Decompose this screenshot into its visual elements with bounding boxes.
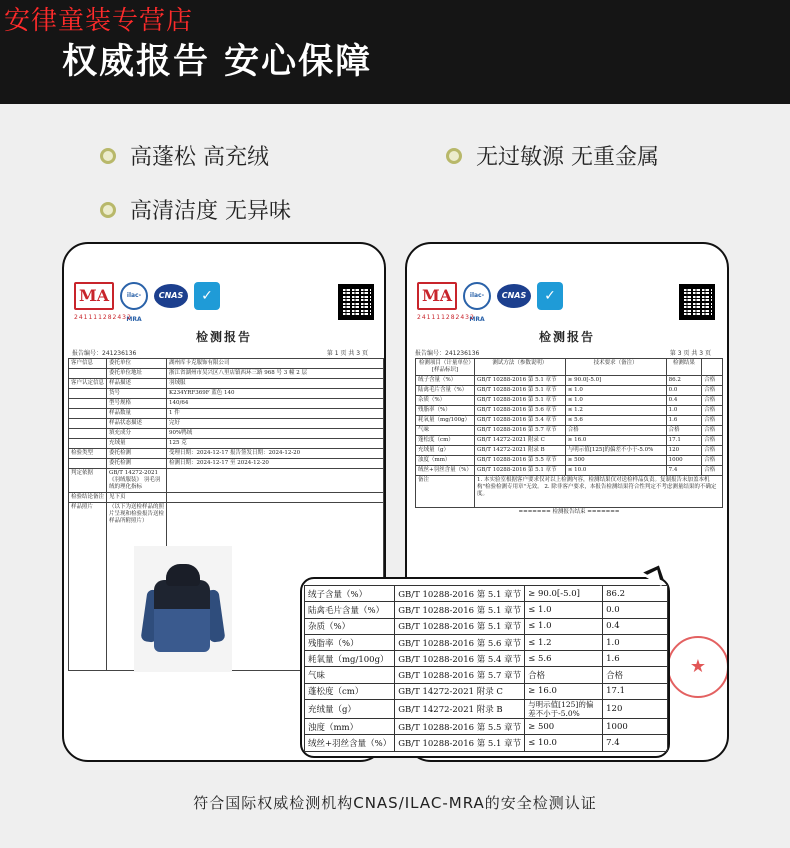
page-title: 权威报告 安心保障 (62, 42, 373, 82)
shop-name: 安律童装专营店 (4, 6, 194, 36)
table-cell (69, 429, 107, 439)
table-cell: GB/T 10288-2016 第 5.1 章节 (395, 602, 525, 618)
table-cell: GB/T 14272-2021 《羽绒服装》 羽毛羽绒的理化指标 (107, 469, 167, 493)
table-cell: 检验结论备注 (69, 493, 107, 503)
cnas-logo: CNAS (497, 284, 531, 308)
table-cell: GB/T 10288-2016 第 5.4 章节 (475, 416, 566, 426)
table-row (69, 399, 384, 409)
table-cell: 合格 (702, 456, 723, 466)
table-cell: 1.6 (666, 416, 702, 426)
table-cell: 120 (666, 446, 702, 456)
table-cell (69, 409, 107, 419)
table-cell: ≥ 16.0 (565, 436, 666, 446)
table-cell: 杂质（%） (305, 618, 395, 634)
table-cell: ≤ 1.0 (565, 396, 666, 406)
table-cell (69, 399, 107, 409)
table-cell: 0.4 (666, 396, 702, 406)
report-title: 检测报告 (538, 330, 595, 344)
table-cell: 1 件 (167, 409, 384, 419)
table-cell: 合格 (525, 667, 603, 683)
table-cell: 7.4 (603, 735, 668, 751)
jacket-body (154, 580, 210, 652)
table-cell: ≤ 1.2 (565, 406, 666, 416)
table-cell: GB/T 14272-2021 附录 C (395, 683, 525, 699)
notes-row (416, 476, 723, 508)
table-cell: 判定依据 (69, 469, 107, 493)
table-header-cell: 检测结果 (666, 359, 702, 376)
feature-label: 高清洁度 无异味 (130, 199, 291, 224)
table-row (416, 376, 723, 386)
table-cell: 1000 (666, 456, 702, 466)
table-cell: ≤ 1.0 (525, 602, 603, 618)
report-number: 报告编号：241236136 (415, 350, 480, 357)
table-row (69, 379, 384, 389)
report-end-row (416, 508, 723, 518)
test-results-table (415, 358, 723, 517)
table-cell: 绒子含量（%） (416, 376, 475, 386)
table-cell: 合格 (702, 436, 723, 446)
table-cell: 残脂率（%） (416, 406, 475, 416)
table-cell: GB/T 10288-2016 第 5.6 章节 (395, 634, 525, 650)
feature-allergen (446, 140, 659, 171)
table-cell: 120 (603, 700, 668, 719)
table-cell: GB/T 10288-2016 第 5.5 章节 (395, 719, 525, 735)
table-cell: 检测日期：2024-12-17 至 2024-12-20 (167, 459, 384, 469)
table-row (416, 396, 723, 406)
table-cell: 蓬松度（cm） (416, 436, 475, 446)
table-cell: 委托单位 (107, 359, 167, 369)
table-row (416, 416, 723, 426)
table-cell: 充绒量 (107, 439, 167, 449)
table-cell: 1.0 (603, 634, 668, 650)
table-cell: 受理日期：2024-12-17 报告签发日期：2024-12-20 (167, 449, 384, 459)
table-cell: ≤ 5.6 (525, 651, 603, 667)
table-cell: 140/64 (167, 399, 384, 409)
table-row (416, 456, 723, 466)
table-cell: 气味 (305, 667, 395, 683)
table-cell: （以下为送检样品的照片呈现和检验报告送检样品所附照片） (107, 503, 167, 671)
feature-loft (100, 140, 269, 171)
table-cell: ≥ 500 (525, 719, 603, 735)
table-cell: 合格 (603, 667, 668, 683)
table-cell: 浊度（mm） (305, 719, 395, 735)
table-row (305, 602, 668, 618)
checkmark-badge-icon: ✓ (194, 282, 220, 310)
table-cell: 合格 (702, 466, 723, 476)
table-cell: 委托检测 (107, 459, 167, 469)
table-cell: 蓬松度（cm） (305, 683, 395, 699)
zoomed-results-table (304, 585, 668, 752)
table-cell: GB/T 10288-2016 第 5.5 章节 (475, 456, 566, 466)
table-row (416, 436, 723, 446)
table-cell: 羽绒服 (167, 379, 384, 389)
report-number: 报告编号：241236136 (72, 350, 137, 357)
table-cell: 完好 (167, 419, 384, 429)
qr-code-icon (679, 284, 715, 320)
table-cell: 125 克 (167, 439, 384, 449)
table-cell: K234YRF369F 蓝色 140 (167, 389, 384, 399)
table-cell: 合格 (702, 406, 723, 416)
table-cell: 与明示值[125]的偏差不小于-5.0% (565, 446, 666, 456)
table-row (416, 466, 723, 476)
qr-code-icon (338, 284, 374, 320)
bullet-dot-icon (100, 202, 116, 218)
table-row (416, 386, 723, 396)
table-row (69, 369, 384, 379)
certification-footer: 符合国际权威检测机构CNAS/ILAC-MRA的安全检测认证 (193, 794, 597, 812)
zoomed-results-callout (300, 577, 670, 758)
table-cell: 充绒量（g） (305, 700, 395, 719)
table-row (69, 449, 384, 459)
report-end-text: ======= 检测报告结束 ======= (518, 509, 620, 515)
table-cell (69, 369, 107, 379)
table-cell: ≥ 90.0[-5.0] (565, 376, 666, 386)
table-cell: ≥ 16.0 (525, 683, 603, 699)
table-row (416, 406, 723, 416)
table-cell: 杂质（%） (416, 396, 475, 406)
table-cell: 客户信息 (69, 359, 107, 369)
table-header-cell: 测试方法（参数说明） (475, 359, 566, 376)
table-cell (69, 439, 107, 449)
table-row (69, 409, 384, 419)
jacket-hood (166, 564, 200, 586)
table-cell: ≥ 500 (565, 456, 666, 466)
table-cell: GB/T 14272-2021 附录 B (475, 446, 566, 456)
table-cell (167, 469, 384, 493)
header-banner (0, 0, 790, 104)
table-cell: 90%鸭绒 (167, 429, 384, 439)
table-cell: GB/T 10288-2016 第 5.1 章节 (475, 376, 566, 386)
table-row (69, 493, 384, 503)
notes-text: 1. 本实验室根据客户要求仅对以上检测内容，检测结果仅对送检样品负责。复制报告未加盖本机构"检验检测专用章"无效。 2. 除非客户要求，本报告检测结果符合性判定不考虑测量结果的不确定度。 (475, 476, 723, 508)
table-header-cell: 技术要求（备注） (565, 359, 666, 376)
table-cell: GB/T 10288-2016 第 5.1 章节 (475, 396, 566, 406)
table-cell: ≤ 1.2 (525, 634, 603, 650)
table-cell: 耗氧量（mg/100g） (305, 651, 395, 667)
table-cell: 客户认定信息 (69, 379, 107, 389)
ma-number: 241111282432 (417, 314, 475, 321)
table-cell: 充绒量（g） (416, 446, 475, 456)
table-cell: 浊度（mm） (416, 456, 475, 466)
table-cell: GB/T 10288-2016 第 5.1 章节 (475, 386, 566, 396)
ma-number: 241111282432 (74, 314, 132, 321)
table-cell: GB/T 14272-2021 附录 C (475, 436, 566, 446)
table-cell: 0.0 (666, 386, 702, 396)
table-cell: 与明示值[125]的偏差不小于-5.0% (525, 700, 603, 719)
table-cell: GB/T 10288-2016 第 5.7 章节 (475, 426, 566, 436)
table-cell: 1000 (603, 719, 668, 735)
table-cell: GB/T 10288-2016 第 5.1 章节 (475, 466, 566, 476)
table-header-row (416, 359, 723, 376)
table-cell: 合格 (702, 386, 723, 396)
table-row (305, 735, 668, 751)
table-row (305, 634, 668, 650)
table-cell: 委托检测 (107, 449, 167, 459)
table-cell: 1.0 (666, 406, 702, 416)
table-cell: 样品照片 (69, 503, 107, 671)
table-cell: 样品状态描述 (107, 419, 167, 429)
bullet-dot-icon (446, 148, 462, 164)
table-cell: 填充成分 (107, 429, 167, 439)
table-row (416, 426, 723, 436)
notes-label: 备注 (416, 476, 475, 508)
page-number: 第 1 页 共 3 页 (326, 350, 368, 357)
table-row (305, 618, 668, 634)
table-cell: 型号规格 (107, 399, 167, 409)
table-cell: 残脂率（%） (305, 634, 395, 650)
ilac-logo: ilac-MRA (463, 282, 491, 310)
ma-logo: MA (417, 282, 457, 310)
table-cell: 合格 (565, 426, 666, 436)
table-row (305, 651, 668, 667)
table-cell: 检验类型 (69, 449, 107, 459)
table-cell: 1.6 (603, 651, 668, 667)
red-seal-stamp (667, 636, 729, 698)
table-row (416, 446, 723, 456)
table-row (69, 389, 384, 399)
table-cell: 86.2 (603, 586, 668, 602)
table-header-cell (702, 359, 723, 376)
table-row (305, 719, 668, 735)
table-cell: 浙江省湖州市吴兴区八里店镇西环三路 968 号 3 幢 2 层 (167, 369, 384, 379)
feature-label: 高蓬松 高充绒 (130, 145, 269, 170)
table-cell: 耗氧量（mg/100g） (416, 416, 475, 426)
table-cell: 气味 (416, 426, 475, 436)
table-cell: 合格 (702, 446, 723, 456)
table-cell: 样品描述 (107, 379, 167, 389)
table-cell: ≤ 1.0 (565, 386, 666, 396)
bullet-dot-icon (100, 148, 116, 164)
table-cell: ≤ 10.0 (565, 466, 666, 476)
table-row (69, 429, 384, 439)
table-row (305, 683, 668, 699)
table-cell: GB/T 14272-2021 附录 B (395, 700, 525, 719)
table-cell: 绒丝+羽丝含量（%） (416, 466, 475, 476)
table-cell: 合格 (702, 376, 723, 386)
table-cell: 0.0 (603, 602, 668, 618)
table-cell: 86.2 (666, 376, 702, 386)
table-cell: 委托单位地址 (107, 369, 167, 379)
table-cell: ≤ 5.6 (565, 416, 666, 426)
table-cell (69, 419, 107, 429)
table-cell (69, 459, 107, 469)
table-cell (167, 493, 384, 503)
star-icon: ★ (689, 656, 707, 677)
table-row (69, 439, 384, 449)
table-row (69, 419, 384, 429)
feature-cleanliness (100, 194, 291, 225)
table-cell: GB/T 10288-2016 第 5.6 章节 (475, 406, 566, 416)
table-cell: GB/T 10288-2016 第 5.1 章节 (395, 618, 525, 634)
table-cell: 合格 (702, 416, 723, 426)
table-cell: 绒子含量（%） (305, 586, 395, 602)
feature-label: 无过敏源 无重金属 (476, 145, 659, 170)
table-cell (69, 389, 107, 399)
table-cell: 7.4 (666, 466, 702, 476)
table-row (305, 586, 668, 602)
table-row (69, 469, 384, 493)
cnas-logo: CNAS (154, 284, 188, 308)
table-cell: 绒丝+羽丝含量（%） (305, 735, 395, 751)
table-cell: 0.4 (603, 618, 668, 634)
table-cell: 合格 (702, 396, 723, 406)
table-cell: 陆禽毛片含量（%） (305, 602, 395, 618)
table-cell: 陆禽毛片含量（%） (416, 386, 475, 396)
ma-logo: MA (74, 282, 114, 310)
table-cell: ≥ 90.0[-5.0] (525, 586, 603, 602)
table-row (305, 700, 668, 719)
table-cell: 17.1 (603, 683, 668, 699)
table-row (69, 359, 384, 369)
table-cell: GB/T 10288-2016 第 5.1 章节 (395, 586, 525, 602)
page-number: 第 3 页 共 3 页 (669, 350, 711, 357)
table-cell: 合格 (702, 426, 723, 436)
checkmark-badge-icon: ✓ (537, 282, 563, 310)
table-cell: 货号 (107, 389, 167, 399)
table-row (69, 459, 384, 469)
table-cell: ≤ 10.0 (525, 735, 603, 751)
table-cell: 17.1 (666, 436, 702, 446)
table-cell: 合格 (666, 426, 702, 436)
jacket-photo (134, 546, 232, 672)
table-cell: 见下页 (107, 493, 167, 503)
table-cell: GB/T 10288-2016 第 5.1 章节 (395, 735, 525, 751)
table-cell: ≤ 1.0 (525, 618, 603, 634)
table-row (305, 667, 668, 683)
table-cell: GB/T 10288-2016 第 5.7 章节 (395, 667, 525, 683)
table-cell: 样品数量 (107, 409, 167, 419)
ilac-logo: ilac-MRA (120, 282, 148, 310)
table-header-cell: 检测项目（计量单位）[样品标识] (416, 359, 475, 376)
table-cell: GB/T 10288-2016 第 5.4 章节 (395, 651, 525, 667)
report-title: 检测报告 (195, 330, 252, 344)
table-cell: 湖州库卡克服饰有限公司 (167, 359, 384, 369)
